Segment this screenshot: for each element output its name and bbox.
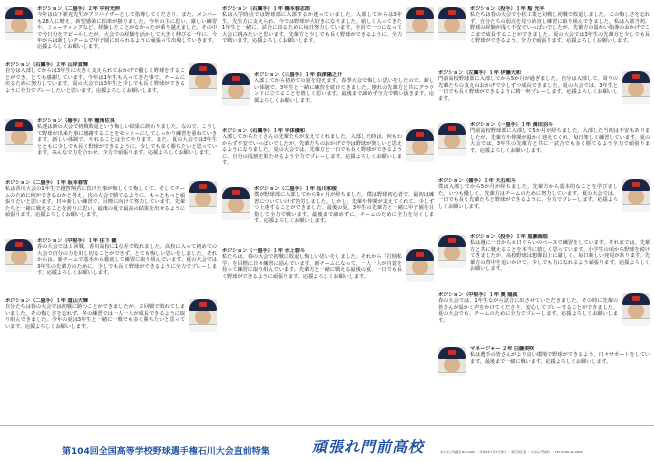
column-right [438,6,650,422]
player-message: 私たちは春の大会で小松工業と対戦し初戦で敗退しました。この悔しさを忘れず、自分たちの弱点を見つめ直し練習に取り組んできました。私は入部当初、野球の経験が浅く不安でいっぱいでしたが、先輩方の温かい指導のおかげでここまで成長することができました。夏の大会では3年生の先輩方と少しでも長く野球ができるよう、全力で頑張ります。応援よろしくお願いします。 [470,12,650,45]
player-photo [5,7,33,40]
player-message: 今年は山下新克先生がアドバイザーとして指導してくださり、また、メンバーも28人に増え、新型感染に拍車が掛りました。今年の主に思い、厳しい練習や、ミューティングなど、経験したことがなかったが乗り越えました。その中で今日分をアピールしたが、大会での経験を活かして大きく伸びる一年に、今年からは新しいチームで甲子園に出られるように頑張って出場していきます。応援よろしくお願いします。 [37,12,217,51]
cheer-slogan: 頑張れ門前高校 [312,438,425,456]
player-entry [5,298,217,352]
player-message: 私達は新の大会で初戦敗退という悔しい結果に終わりました。なので、こうして野球が出来た事に感謝することをモットーにしてしっかり練習を重ねていきます。新しい体制で、やれることは全てやります。また、夏の大会では3年生とともに少しでも長く野球ができるように、少しでも多く勝ちたいと思っています。みんなで力を合わせ、全力で頑張ります。応援よろしくお願いします。 [37,124,217,157]
player-message: 春の大会では１回戦、香川高校に1点差で敗れました。高校に入って初めての大会で自分の力を出し切ることができず、とても悔しい思いをしました。それからは、新チームで基本から徹底して練習に取り組んでいます。夏の大会では3年生の先輩方のために、少しでも長く野球ができるように全力でプレーします。応援よろしくお願いします。 [37,244,217,277]
player-heading: ポジション（右翼手）１年 平体優和 [222,128,305,134]
player-heading: ポジション（二塁手）１年 道山大輝 [5,298,88,304]
player-heading: ポジション（捕手）１年 大石和斗 [438,178,516,184]
player-heading: ポジション（二塁手）１年 岳川和俊 [254,186,337,192]
player-message: 私たちは、春の大会で初戦に敗退し悔しい思いをしました。それから「打倒私学」を目標に日々練習に励んでいます。新チームになって、一人一人が自覚を持って練習に取り組んでいます。先輩方と一緒に戦える最後の夏、一日でも長く野球ができるように頑張ります。応援よろしくお願いします。 [222,254,402,280]
player-message: 僕は入部してから5か月が経ちました。先輩方から基本的なことを学びました。いつも優しく、先輩方はチームのために努力しています。夏の大会では、一日でも長く先輩たちと野球ができるように、全力でプレーします。応援よろしくお願いします。 [438,184,618,210]
player-entry [438,178,650,234]
bottom-banner [0,425,654,462]
player-photo [189,299,217,332]
player-photo [438,235,466,268]
player-entry [438,6,650,70]
player-heading: ポジション（中堅手）１年 奥 陽真 [438,292,518,298]
player-photo [5,119,33,152]
player-heading: ポジション（投手）１年 船 光平 [470,6,545,12]
player-message: 入部してから初めての夏を迎えます。春季大会で悔しい思いをしたので、新しい体制で、3年生と一緒に練習を続けてきました。憧れの先輩方と共にグラウンドに立てることを嬉しく思います。最後まで諦めず全力で戦い抜きます。応援よろしくお願いします。 [254,78,434,104]
player-entry [5,62,217,118]
player-heading: ポジション（左翼手）１年 伊藤大和 [438,70,521,76]
player-entry [222,6,434,72]
player-message: 私は香川大会の1年生で越智翔君に負けた事が悔しくて悔しくて、そしてチームのために何ができるのかと考え、次の大会で勝てるように、もっともっと頑張りたいと思います。Ｈ＊新しい練習で、目標に向けて努力しています。先輩たちと一緒に戦えることを誇りに思い、最後の夏で最高の結果を出せるように頑張ります。応援よろしくお願いします。 [5,186,185,219]
player-photo [438,123,466,156]
player-heading: ポジション（一塁手）１年 水上碧斗 [222,248,305,254]
player-message: 私は週に一日から６日ぐらいのペースで練習をしています。それまでは、先輩方と共に戦えることを本当に嬉しく思っています。小学生の頃から野球を続けてきましたが、高校野球は想像以上に厳しく、毎日新しい発見があります。先輩方の背中を追いかけて、少しでも力になれるよう頑張ります。応援よろしくお願いします。 [470,240,650,273]
player-photo [406,129,434,162]
player-entry [5,6,217,62]
player-photo [406,7,434,40]
column-middle [222,6,434,422]
player-message: 自分は入部してからは3年生に大きく支えられておかげで優しく野球をすることができ、とても感謝しています。今年は1年生も入ってきた事で、チームに戻るために努力しています。夏の大会では3年生と少しでも長く野球ができるように全力でプレーしたいと思います。応援よろしくお願いします。 [5,68,185,94]
player-photo [5,239,33,272]
player-photo [622,71,650,104]
publisher-footer: まちかど市議会 No.2446 ／ 令和4年7月7日発行 ／ 発行責任者 ／ かがみ 門前町 ／ TEL 0768-42-0000 [440,450,583,454]
player-entry [222,186,434,248]
player-photo [189,181,217,214]
player-entry [438,346,650,376]
player-heading: ポジション（三塁手）１年 浜津陽之介 [254,72,342,78]
player-heading: ポジション（一塁手）１年 湊田羽斗 [470,122,553,128]
player-message: 私は選手の皆さんがより良い環境で野球ができるよう、日々サポートをしています。最後まで一緒に戦います。応援よろしくお願いします。 [470,352,650,365]
player-entry [222,128,434,186]
player-message: 私は入学時点では野球部に入部するか迷っていました。入部してからは3年生、先生方に支えられ、今では野球が大好きになりました。新しく入ってきた1年生と一緒に、試合に出るために毎日努力しています。全員で一つになって大会に挑みたいと思います。先輩方と少しでも長く野球ができるように、全力で戦います。応援よろしくお願いします。 [222,12,402,45]
player-message: 春の大会では、1年生ながら試合に出させていただきました。その時に先輩の皆さんが温かく声をかけてくださり、安心してプレーすることができました。夏の大会でも、チームのために全力でプレーします。応援よろしくお願いします。 [438,298,618,324]
player-heading: ポジション（投手）１年 黒瀬海悠 [470,234,548,240]
player-entry [438,234,650,292]
player-photo [622,179,650,212]
player-heading: ポジション（捕手）１年 龍角佐良 [37,118,115,124]
player-entry [438,70,650,122]
player-message: 僕が野球部に入部してから9ヶ月が経ちました。僕は野球初心者で、最初は練習についていけず苦労しました。しかし、先輩や仲間が支えてくれて、少しずつ上達することができました。最後の夏、3年生の先輩方と一緒に甲子園を目指して全力で戦います。最後まで諦めずに、チームのために全力を尽くします。応援よろしくお願いします。 [254,192,434,225]
player-photo [438,347,466,376]
column-left [5,6,217,422]
player-message: 入部してからたくさんの先輩たちが支えてくれました。入部した時は、何もわからず不安でいっぱいでしたが、先輩たちのおかげで今は野球が楽しいと思えるようになりました。夏の大会では、先輩方と一日でも長く野球ができるように、自分の役割を果たせるよう全力でプレーします。応援よろしくお願いします。 [222,134,402,167]
player-photo [406,249,434,282]
player-heading: ポジション（右翼手）１年 橋本春志郎 [222,6,310,12]
player-message: 門前高校野球部に入部してから5か月が過ぎました。自分は入部して、周りの先輩たちの支えのおかげで少しずつ成長できました。夏の大会では、3年生と一日でも長く野球ができるように精一杯プレーします。応援よろしくお願いします。 [438,76,618,102]
player-message: 自分たちは春の大会では初戦に勝つことができましたが、２回戦で敗れてしまいました。その悔しさを忘れず、冬の練習では一人一人が成長できるように取り組んできました。今年の夏は3年生と一緒に一戦でも多く勝ちたいと思っています。応援よろしくお願いします。 [5,304,185,330]
player-entry [5,238,217,298]
player-photo [189,63,217,96]
feature-title: 第104回全国高等学校野球選手権石川大会直前特集 [62,447,270,457]
player-heading: ポジション（二塁手）２年 中村光伸 [37,6,120,12]
player-entry [438,122,650,178]
player-heading: ポジション（二塁手）１年 坂本春雪 [5,180,88,186]
player-entry [222,248,434,308]
player-message: 門前高校野球部に入部して5か月が経ちました。入部した当初は不安もありましたが、先輩方や仲間が温かく迎えてくれ、毎日楽しく練習しています。夏の大会では、3年生の先輩方と共に一試合でも多く勝てるよう全力で頑張ります。応援よろしくお願いします。 [470,128,650,154]
player-photo [622,293,650,326]
player-heading: マネージャー ２年 白藤美咲 [470,346,535,352]
player-photo [222,73,250,106]
player-heading: ポジション（中堅手）１年 住下 健 [37,238,117,244]
player-entry [5,180,217,238]
player-entry [222,72,434,128]
player-heading: ポジション（右翼手）２年 山岸直輝 [5,62,88,68]
player-entry [5,118,217,180]
player-entry [438,292,650,346]
player-photo [438,7,466,40]
player-photo [222,187,250,220]
